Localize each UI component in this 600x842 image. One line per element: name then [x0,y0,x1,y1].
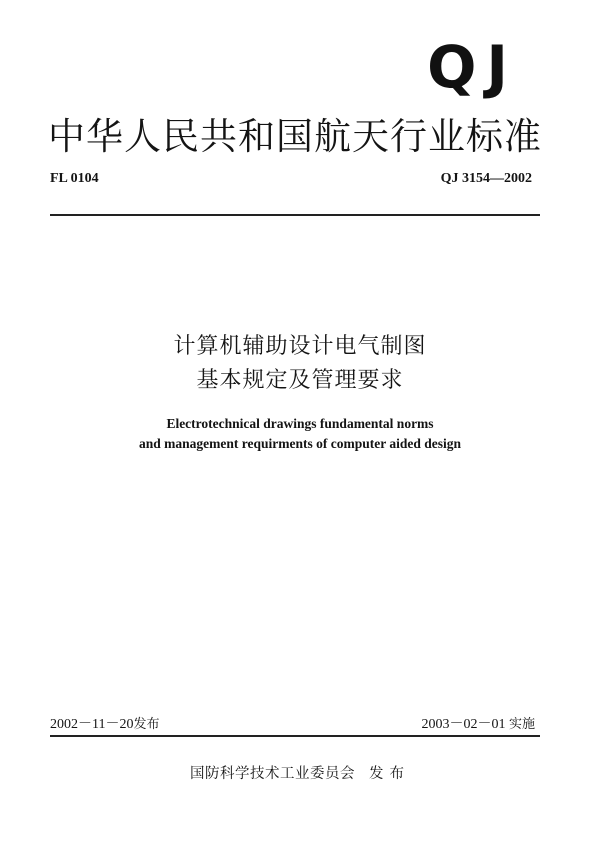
issue-label: 发布 [133,717,160,732]
publisher-name: 国防科学技术工业委员会 [190,766,355,782]
footer-divider [50,735,540,737]
qj-logo: QJ [427,33,518,101]
document-title-cn-line2: 基本规定及管理要求 [196,368,404,393]
standard-category-title: 中华人民共和国航天行业标准 [48,115,542,158]
document-title-cn-line1: 计算机辅助设计电气制图 [173,334,427,359]
implement-date-value: 2003－02－01 [421,717,506,732]
issue-date-value: 2002－11－20 [50,717,134,732]
publisher-line [0,762,600,783]
implement-label: 实施 [508,717,535,732]
document-title-en-line1: Electrotechnical drawings fundamental norms [166,416,434,431]
document-title-en-line2: and management requirments of computer aided design [138,436,461,451]
publish-action: 发布 [369,766,410,782]
implement-date [421,713,535,733]
issue-date [50,713,160,733]
header-divider [50,214,540,216]
classification-code: FL 0104 [50,171,99,186]
standard-number: QJ 3154—2002 [440,171,532,186]
